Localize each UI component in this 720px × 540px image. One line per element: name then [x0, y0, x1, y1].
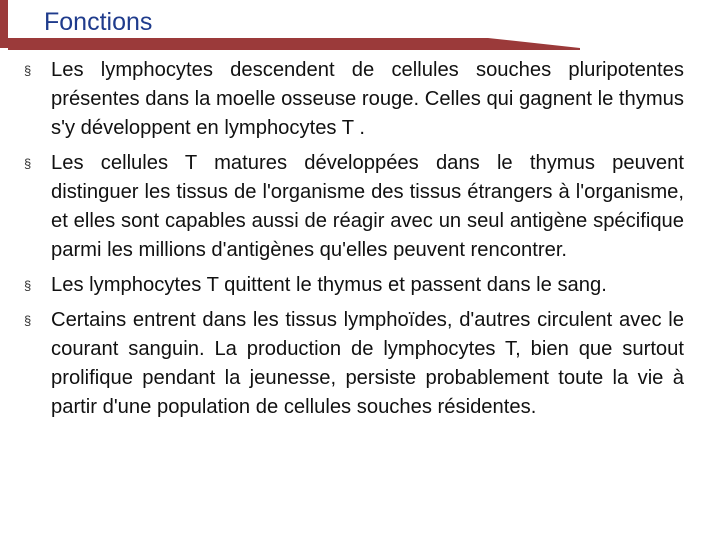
- bullet-text: Les lymphocytes T quittent le thymus et passent dans le sang.: [51, 274, 607, 296]
- bullet-text: Les lymphocytes descendent de cellules souches pluripotentes présentes dans la moelle osseuse rouge. Celles qui gagnent le thymus s'y développent en lymphocytes T .: [51, 59, 684, 139]
- bullet-list: [24, 56, 684, 428]
- title-underline: [8, 38, 580, 50]
- bullet-marker-icon: §: [24, 313, 32, 328]
- bullet-item: [24, 306, 684, 422]
- slide-title: Fonctions: [44, 8, 153, 36]
- bullet-marker-icon: §: [24, 156, 32, 171]
- bullet-item: [24, 271, 684, 300]
- bullet-text: Certains entrent dans les tissus lymphoïdes, d'autres circulent avec le courant sanguin. La production de lymphocytes T, bien que surtout prolifique pendant la jeunesse, persiste probablement toute la vie à partir d'une population de cellules souches résidentes.: [51, 309, 684, 418]
- bullet-text: Les cellules T matures développées dans le thymus peuvent distinguer les tissus de l'organisme des tissus étrangers à l'organisme, et elles sont capables aussi de réagir avec un seul antigène spécifique parmi les millions d'antigènes qu'elles peuvent rencontrer.: [51, 152, 684, 261]
- bullet-marker-icon: §: [24, 63, 32, 78]
- title-accent-bar: [0, 0, 8, 48]
- bullet-marker-icon: §: [24, 278, 32, 293]
- bullet-item: [24, 149, 684, 265]
- bullet-item: [24, 56, 684, 143]
